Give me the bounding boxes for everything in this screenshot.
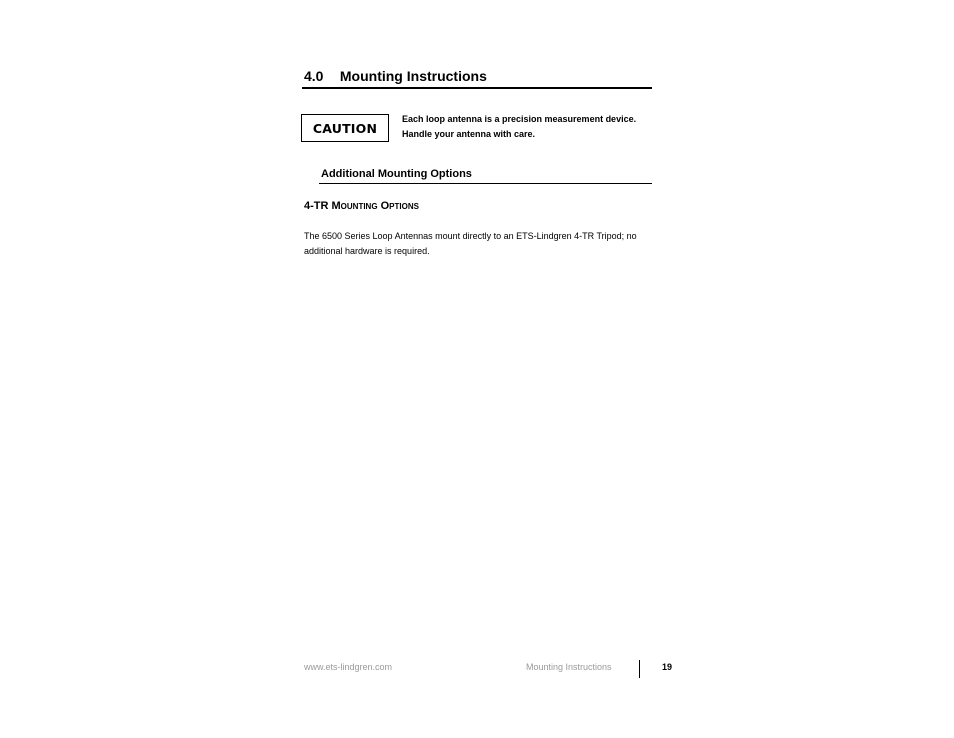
section-heading — [302, 68, 652, 89]
footer-divider — [639, 660, 640, 678]
caution-label-box — [301, 114, 389, 142]
caution-message: Each loop antenna is a precision measurement device. Handle your antenna with care. — [402, 114, 637, 139]
footer-section-name: Mounting Instructions — [526, 662, 612, 672]
section-title: Mounting Instructions — [339, 68, 487, 84]
footer-page-number: 19 — [662, 662, 673, 672]
subsection-heading: Additional Mounting Options — [319, 168, 652, 184]
caution-label: CAUTION — [312, 120, 378, 136]
footer-url: www.ets-lindgren.com — [304, 662, 393, 672]
mounting-option-body: The 6500 Series Loop Antennas mount directly to an ETS-Lindgren 4-TR Tripod; no additional hardware is required. — [304, 231, 637, 256]
section-number: 4.0 — [304, 68, 324, 84]
mounting-option-heading: 4-TR Mounting Options — [304, 200, 419, 212]
